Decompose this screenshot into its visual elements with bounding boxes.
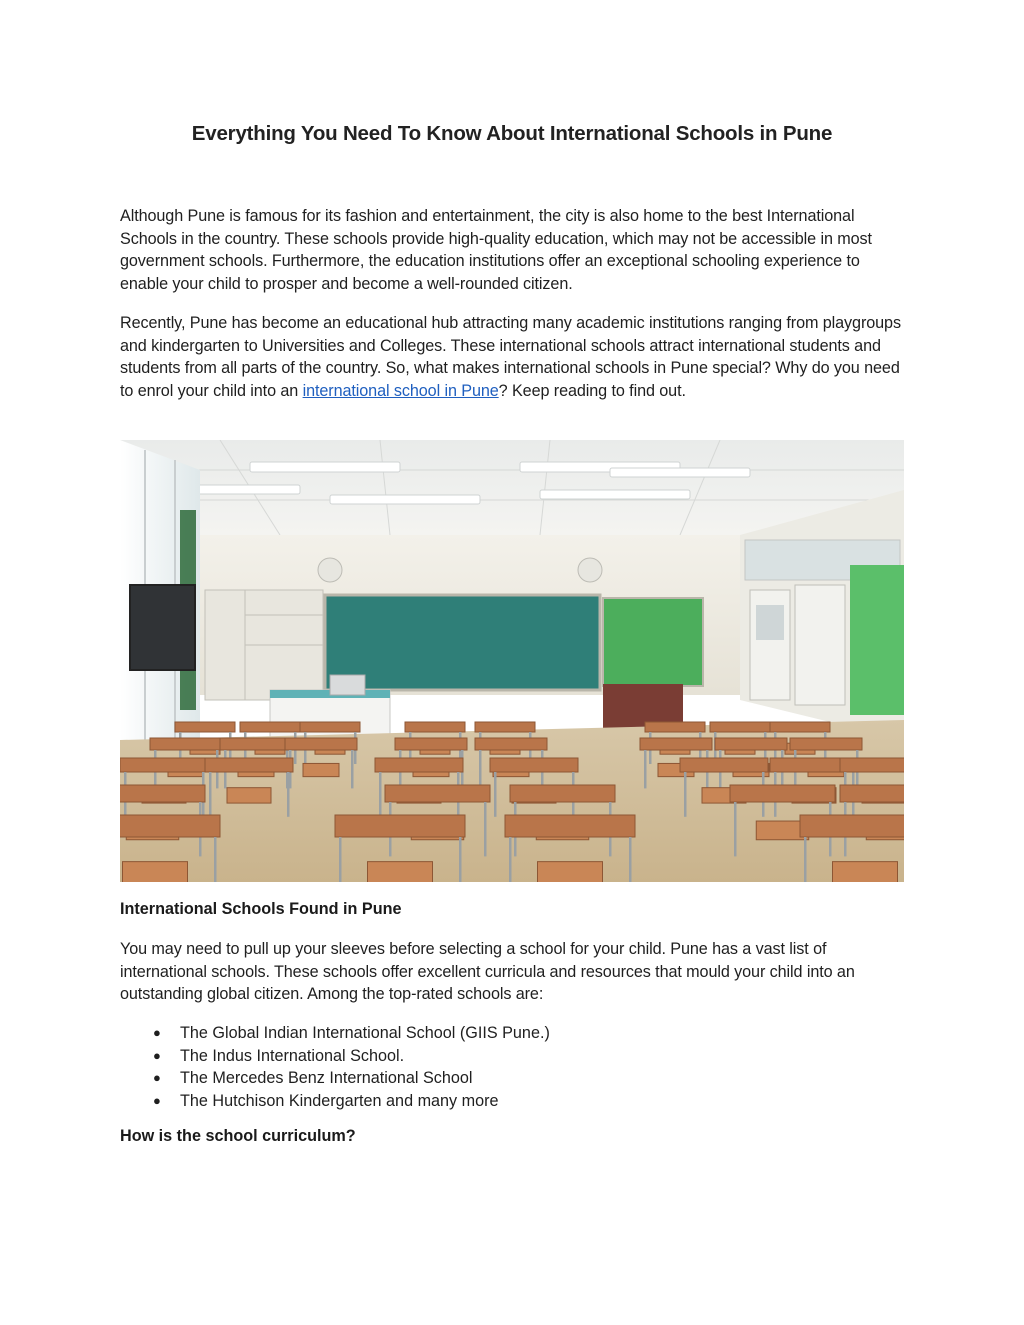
- desk-leg: [479, 750, 482, 788]
- desk-leg: [629, 837, 632, 882]
- chair-back: [368, 862, 433, 882]
- desk-top: [175, 722, 235, 732]
- desk-top: [285, 738, 357, 750]
- bullet-glyph: ●: [153, 1025, 161, 1040]
- list-item: [120, 1022, 904, 1045]
- list-item-text: The Indus International School.: [180, 1046, 405, 1065]
- desk-top: [335, 815, 465, 837]
- document-title: Everything You Need To Know About International Schools in Pune: [191, 122, 833, 145]
- chair-back: [123, 862, 188, 882]
- desk-top: [405, 722, 465, 732]
- second-paragraph: [120, 312, 904, 402]
- desk-top: [840, 758, 904, 772]
- desk-top: [240, 722, 300, 732]
- desk-top: [640, 738, 712, 750]
- desk-leg: [459, 837, 462, 882]
- international-school-link[interactable]: international school in Pune: [302, 381, 499, 400]
- desk-leg: [509, 837, 512, 882]
- schools-list: [120, 1022, 904, 1112]
- desk-top: [840, 785, 904, 802]
- desk-leg: [734, 802, 737, 856]
- desk-top: [680, 758, 768, 772]
- desk-top: [645, 722, 705, 732]
- desk-top: [505, 815, 635, 837]
- list-item-text: The Hutchison Kindergarten and many more: [180, 1091, 499, 1110]
- desk-leg: [339, 837, 342, 882]
- desk-top: [375, 758, 463, 772]
- desk-leg: [484, 802, 487, 856]
- chair-back: [303, 763, 339, 776]
- desk-top: [715, 738, 787, 750]
- desk-leg: [494, 772, 497, 817]
- chair-back: [833, 862, 898, 882]
- desk-top: [120, 815, 220, 837]
- list-item: [120, 1045, 904, 1068]
- desk-top: [730, 785, 835, 802]
- desk-leg: [209, 772, 212, 817]
- list-item-text: The Global Indian International School (GIIS Pune.): [180, 1024, 550, 1042]
- classroom-photo: [120, 440, 904, 882]
- second-paragraph-text-before: Recently, Pune has become an educational hub attracting many academic institutions ranging from playgroups and kindergarten to Universities and Colleges. These international schools attract international students and students from all parts of the country. So, what makes international schools in Pune special? Why do you need to enrol your child into an: [120, 314, 901, 400]
- bullet-glyph: ●: [153, 1092, 161, 1108]
- desk-top: [120, 758, 208, 772]
- section-heading-curriculum: How is the school curriculum?: [120, 1127, 356, 1145]
- desk-leg: [214, 837, 217, 882]
- desk-top: [205, 758, 293, 772]
- list-item-text: The Mercedes Benz International School: [180, 1069, 473, 1087]
- desk-leg: [804, 837, 807, 882]
- desk-leg: [644, 750, 647, 788]
- section-heading-schools: International Schools Found in Pune: [120, 900, 402, 918]
- desk-top: [475, 738, 547, 750]
- desk-leg: [351, 750, 354, 788]
- desk-top: [120, 785, 205, 802]
- desk-top: [300, 722, 360, 732]
- desk-top: [790, 738, 862, 750]
- desk-top: [385, 785, 490, 802]
- desk-leg: [379, 772, 382, 817]
- desk-top: [800, 815, 904, 837]
- chair-back: [538, 862, 603, 882]
- desk-leg: [684, 772, 687, 817]
- desk-top: [150, 738, 222, 750]
- desk-top: [490, 758, 578, 772]
- desk-top: [220, 738, 292, 750]
- desk-top: [395, 738, 467, 750]
- second-paragraph-text-after: ? Keep reading to find out.: [498, 381, 686, 400]
- desk-top: [475, 722, 535, 732]
- bullet-glyph: ●: [153, 1070, 161, 1085]
- classroom-illustration: [120, 440, 904, 882]
- list-item: [120, 1090, 904, 1113]
- chair-back: [227, 788, 271, 803]
- bullet-glyph: ●: [153, 1047, 161, 1063]
- desk-leg: [287, 772, 290, 817]
- desk-top: [510, 785, 615, 802]
- list-item: [120, 1067, 904, 1090]
- desk-top: [710, 722, 770, 732]
- desk-top: [770, 722, 830, 732]
- schools-paragraph: You may need to pull up your sleeves before selecting a school for your child. Pune has a vast list of international schools. These schools offer excellent curricula and resources that mould your child into an outstanding global citizen. Among the top-rated schools are:: [120, 940, 855, 1003]
- intro-paragraph: Although Pune is famous for its fashion and entertainment, the city is also home to the best International Schools in the country. These schools provide high-quality education, which may not be accessible in most government schools. Furthermore, the education institutions offer an exceptional schooling experience to enable your child to prosper and become a well-rounded citizen.: [120, 207, 872, 293]
